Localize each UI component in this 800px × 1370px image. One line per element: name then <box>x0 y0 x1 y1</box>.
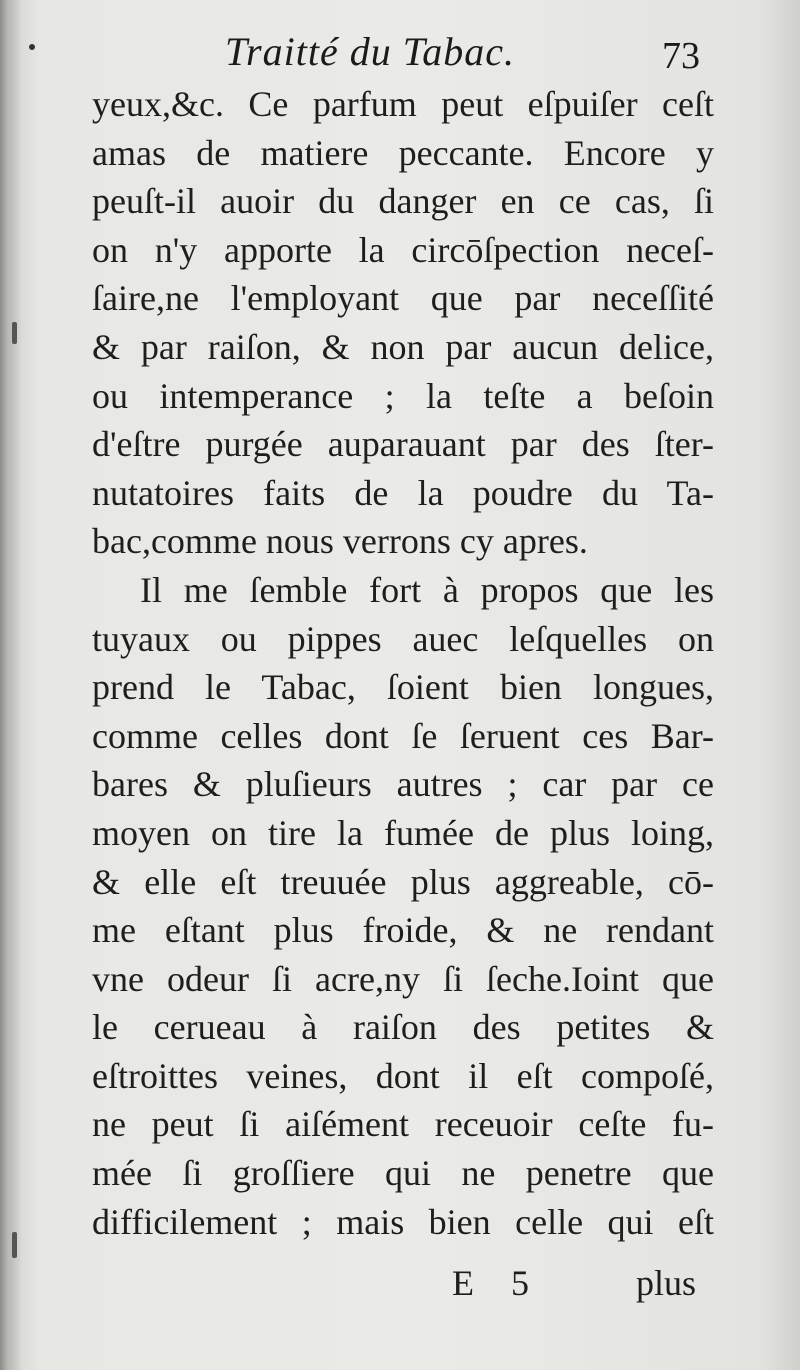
text-line: d'eſtre purgée auparauant par des ſter- <box>92 424 714 465</box>
signature-mark: E 5 <box>452 1263 543 1303</box>
text-line: nutatoires faits de la poudre du Ta- <box>92 472 714 513</box>
running-title: Traitté du Tabac. <box>225 29 516 74</box>
text-line: ſaire,ne l'employant que par neceſſité <box>92 278 714 319</box>
body-text <box>92 80 714 1246</box>
page-header <box>0 28 800 84</box>
text-line: difficilement ; mais bien celle qui eſt <box>92 1201 714 1242</box>
page-gutter <box>0 0 22 1370</box>
text-line: bares & pluſieurs autres ; car par ce <box>92 764 714 805</box>
paragraph-end-line: bac,comme nous verrons cy apres. <box>92 521 588 562</box>
text-line: on n'y apporte la circōſpection neceſ- <box>92 229 714 270</box>
text-line: le cerueau à raiſon des petites & <box>92 1007 714 1048</box>
page-number: 73 <box>662 35 700 77</box>
text-line: & elle eſt treuuée plus aggreable, cō- <box>92 861 714 902</box>
text-line: peuſt-il auoir du danger en ce cas, ſi <box>92 181 714 222</box>
margin-mark <box>12 322 17 344</box>
text-line: tuyaux ou pippes auec leſquelles on <box>92 618 714 659</box>
text-line: prend le Tabac, ſoient bien longues, <box>92 667 714 708</box>
paragraph-start-line: Il me ſemble fort à propos que les <box>140 569 714 610</box>
text-line: & par raiſon, & non par aucun delice, <box>92 326 714 367</box>
text-line: eſtroittes veines, dont il eſt compoſé, <box>92 1055 714 1096</box>
text-line: me eſtant plus froide, & ne rendant <box>92 910 714 951</box>
text-line: ne peut ſi aiſément receuoir ceſte fu- <box>92 1104 714 1145</box>
text-line: moyen on tire la fumée de plus loing, <box>92 812 714 853</box>
text-line: comme celles dont ſe ſeruent ces Bar- <box>92 715 714 756</box>
catchword: plus <box>636 1263 697 1303</box>
text-line: yeux,&c. Ce parfum peut eſpuiſer ceſt <box>92 84 714 124</box>
text-line: mée ſi groſſiere qui ne penetre que <box>92 1153 714 1194</box>
text-line: ou intemperance ; la teſte a beſoin <box>92 375 714 416</box>
text-line: amas de matiere peccante. Encore y <box>92 132 714 173</box>
text-line: vne odeur ſi acre,ny ſi ſeche.Ioint que <box>92 958 714 999</box>
page-footer <box>0 1262 800 1322</box>
margin-mark <box>12 1232 17 1258</box>
